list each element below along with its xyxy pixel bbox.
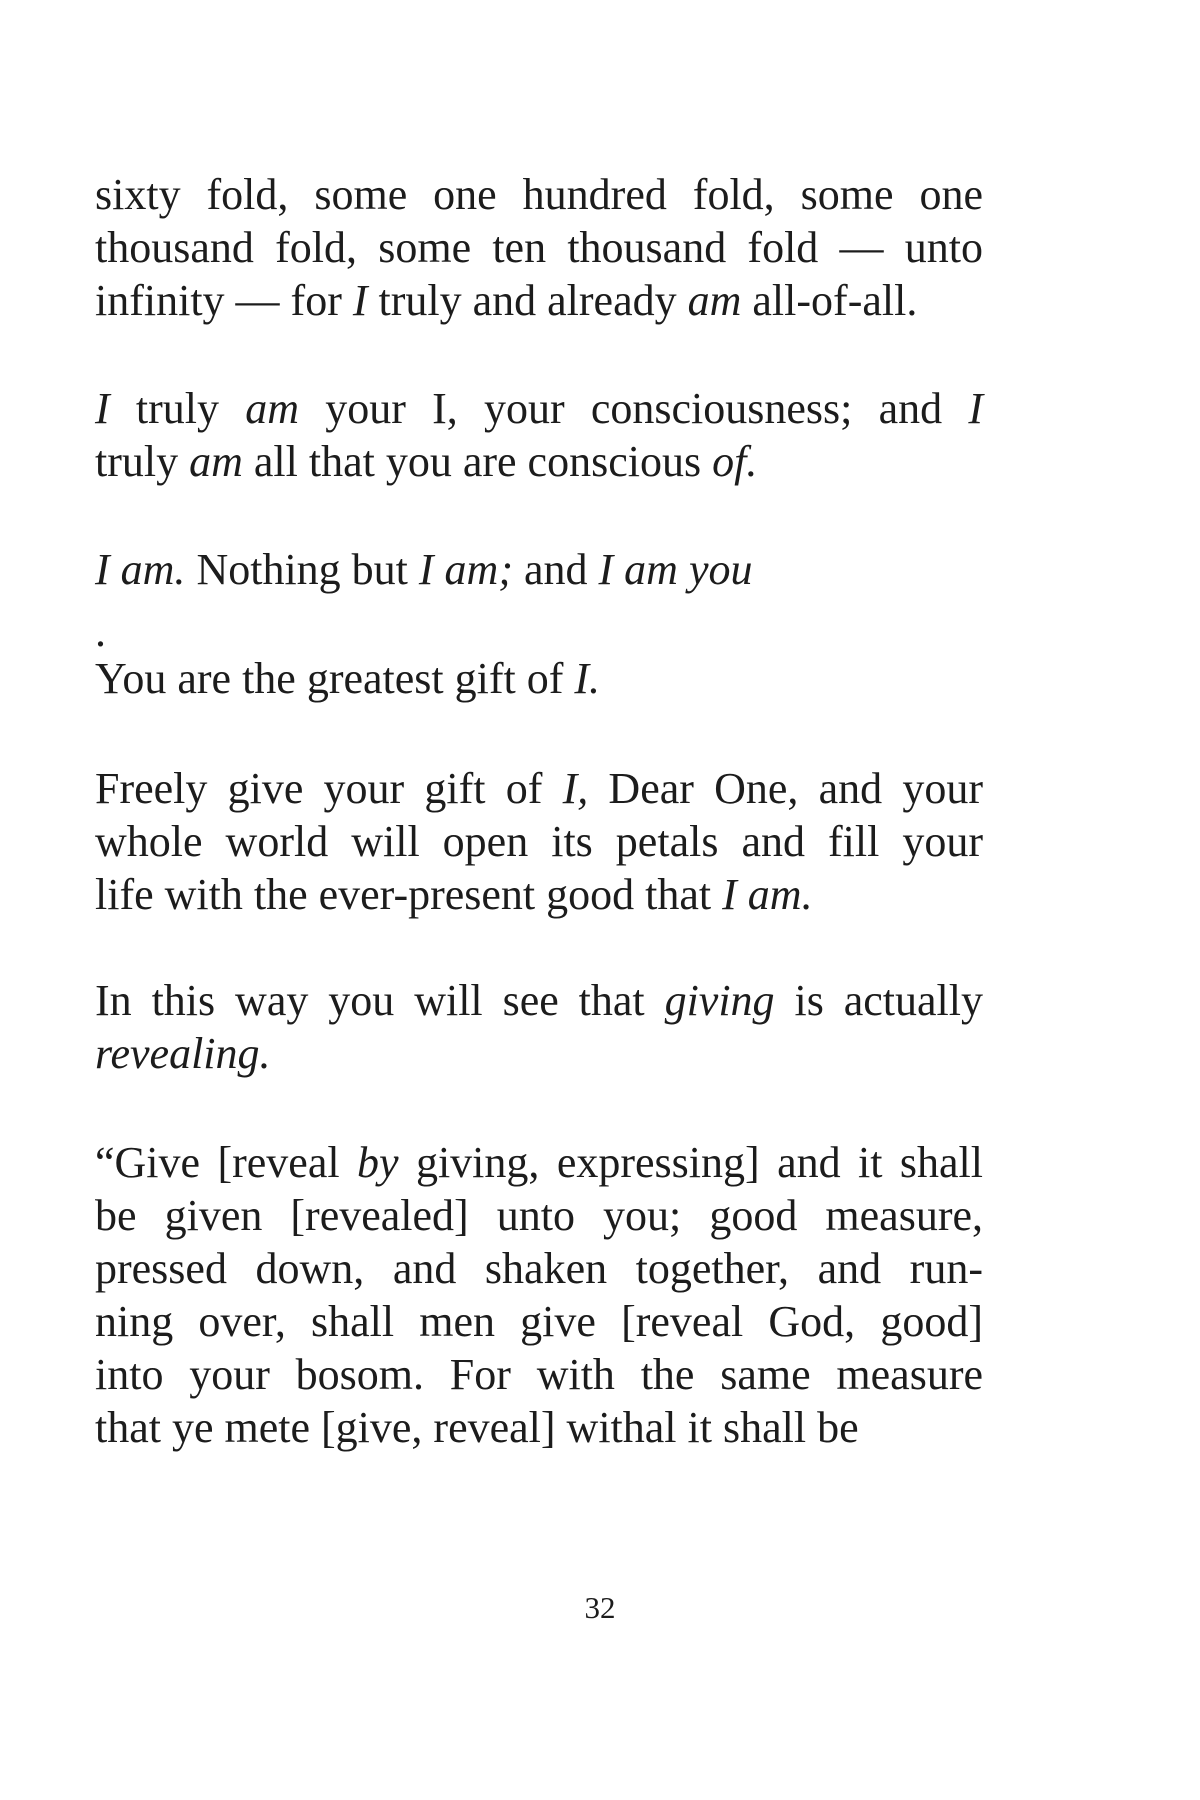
- text-line: [95, 605, 983, 658]
- italic-run: am: [189, 437, 243, 486]
- italic-run: I am.: [95, 545, 186, 594]
- paragraph-i-am-you: [95, 543, 983, 596]
- text-run: truly: [109, 384, 246, 433]
- italic-run: am: [245, 384, 299, 433]
- text-line: [95, 1242, 983, 1295]
- paragraph-sixty-fold: [95, 168, 983, 327]
- italic-run: I am.: [722, 870, 813, 919]
- italic-run: am: [687, 276, 742, 325]
- text-run: Nothing but: [185, 545, 419, 594]
- italic-run: by: [357, 1138, 399, 1187]
- text-run: .: [95, 607, 106, 656]
- text-line: [95, 652, 983, 705]
- text-run: life with the ever-present good that: [95, 870, 723, 919]
- italic-run: I,: [562, 764, 589, 813]
- text-run: truly: [95, 437, 190, 486]
- paragraph-freely-give: [95, 762, 983, 921]
- text-line: [95, 221, 983, 274]
- text-line: [95, 762, 983, 815]
- text-line: [95, 543, 983, 596]
- italic-run: I am you: [598, 545, 753, 594]
- text-run: pressed down, and shaken together, and run-: [95, 1244, 983, 1293]
- italic-run: revealing.: [95, 1029, 271, 1078]
- text-run: and: [512, 545, 599, 594]
- text-run: be given [revealed] unto you; good measure,: [95, 1191, 983, 1240]
- italic-run: I: [968, 384, 983, 433]
- stray-period: [95, 605, 983, 658]
- text-line: [95, 1348, 983, 1401]
- text-run: whole world will open its petals and fill your: [95, 817, 983, 866]
- text-line: [95, 382, 983, 435]
- paragraph-giving-revealing: [95, 974, 983, 1080]
- italic-run: giving: [664, 976, 775, 1025]
- paragraph-greatest-gift: [95, 652, 983, 705]
- text-line: [95, 435, 983, 488]
- text-run: thousand fold, some ten thousand fold — unto: [95, 223, 983, 272]
- text-line: [95, 1401, 983, 1454]
- text-run: sixty fold, some one hundred fold, some one: [95, 170, 983, 219]
- text-line: [95, 274, 983, 327]
- text-run: truly and already: [367, 276, 688, 325]
- text-run: all-of-all.: [741, 276, 918, 325]
- italic-run: I.: [574, 654, 601, 703]
- text-line: [95, 1295, 983, 1348]
- italic-run: I: [95, 384, 110, 433]
- text-run: is actually: [774, 976, 984, 1025]
- text-run: ning over, shall men give [reveal God, good]: [95, 1297, 983, 1346]
- page-number: 32: [584, 1590, 616, 1625]
- text-run: all that you are conscious: [242, 437, 713, 486]
- italic-run: of.: [712, 437, 758, 486]
- text-run: In this way you will see that: [95, 976, 665, 1025]
- text-line: [95, 868, 983, 921]
- text-run: into your bosom. For with the same measure: [95, 1350, 983, 1399]
- text-line: [95, 1136, 983, 1189]
- text-line: [95, 974, 983, 1027]
- text-run: your I, your consciousness; and: [298, 384, 969, 433]
- text-run: You are the greatest gift of: [95, 654, 575, 703]
- paragraph-i-truly-am: [95, 382, 983, 488]
- text-run: Dear One, and your: [588, 764, 983, 813]
- italic-run: I am;: [418, 545, 513, 594]
- text-line: [95, 1027, 983, 1080]
- text-line: [95, 815, 983, 868]
- italic-run: I: [352, 276, 368, 325]
- text-run: that ye mete [give, reveal] withal it shall be: [95, 1403, 859, 1452]
- text-line: [95, 1189, 983, 1242]
- paragraph-scripture-quote: [95, 1136, 983, 1454]
- text-run: infinity — for: [95, 276, 353, 325]
- text-run: Freely give your gift of: [95, 764, 563, 813]
- text-run: giving, expressing] and it shall: [398, 1138, 983, 1187]
- text-run: “Give [reveal: [95, 1138, 358, 1187]
- text-line: [95, 168, 983, 221]
